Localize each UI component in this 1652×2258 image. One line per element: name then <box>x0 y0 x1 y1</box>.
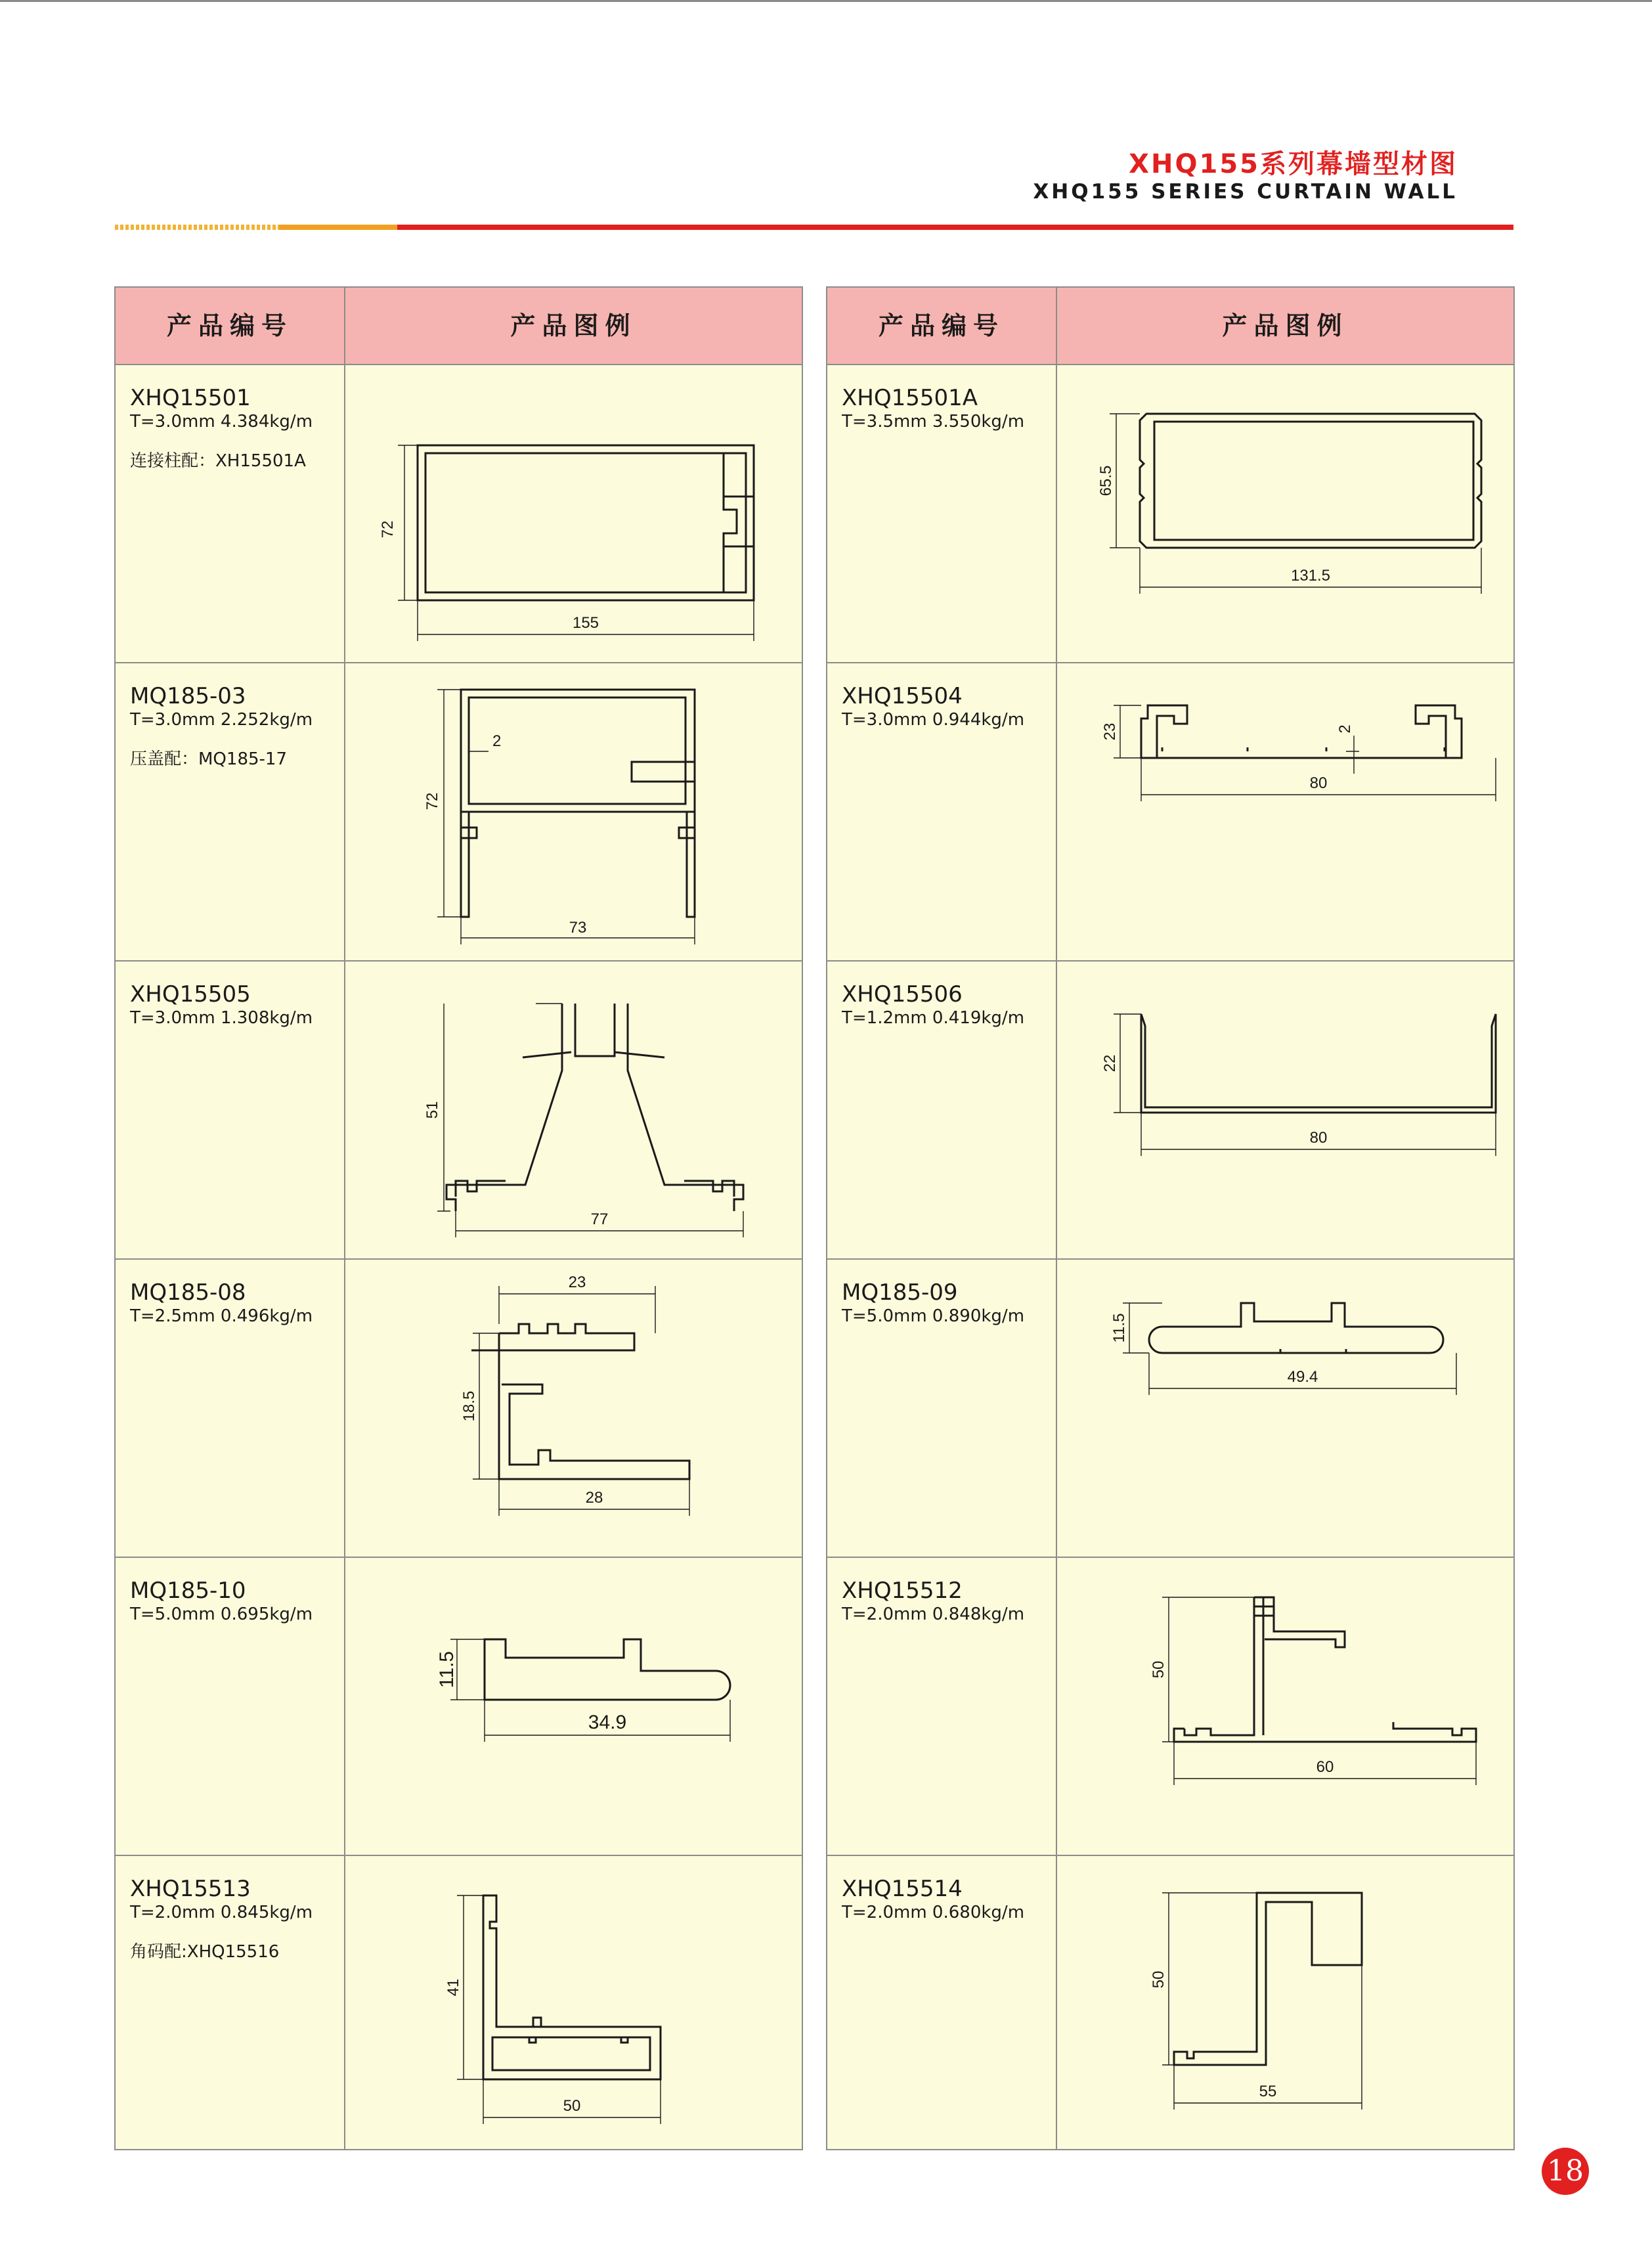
profile-drawing-xhq15506 <box>1057 962 1513 1258</box>
product-code: MQ185-03 <box>130 683 246 709</box>
product-spec: T=1.2mm 0.419kg/m <box>842 1008 1025 1028</box>
dim-label: 80 <box>1309 774 1328 792</box>
product-code: XHQ15512 <box>842 1578 963 1604</box>
product-code: XHQ15506 <box>842 981 963 1007</box>
product-code: XHQ15513 <box>130 1876 251 1902</box>
page-title-cn: XHQ155系列幕墙型材图 <box>1129 149 1458 179</box>
profile-drawing-xhq15512 <box>1057 1558 1513 1855</box>
dim-label: 60 <box>1316 1758 1334 1776</box>
profile-drawing-xhq15505 <box>345 962 802 1258</box>
product-spec: T=2.0mm 0.848kg/m <box>842 1605 1025 1624</box>
profile-table-left <box>114 286 803 2150</box>
list-item <box>130 1279 340 1345</box>
header-red-bar <box>397 225 1513 230</box>
product-spec: T=5.0mm 0.890kg/m <box>842 1306 1025 1326</box>
dim-label: 49.4 <box>1287 1368 1318 1386</box>
header-product-figure: 产品图例 <box>1222 311 1349 340</box>
dim-label: 72 <box>424 792 441 810</box>
profile-drawing-mq185-08 <box>345 1260 802 1557</box>
product-spec: T=2.5mm 0.496kg/m <box>130 1306 313 1326</box>
header-product-code: 产品编号 <box>166 311 293 340</box>
dim-label: 73 <box>569 919 587 937</box>
product-spec: T=2.0mm 0.680kg/m <box>842 1903 1025 1922</box>
list-item <box>842 981 1052 1047</box>
list-item <box>130 683 340 770</box>
dim-label: 18.5 <box>460 1390 478 1422</box>
product-spec: T=3.0mm 2.252kg/m <box>130 710 313 730</box>
table-header <box>827 288 1513 365</box>
product-code: XHQ15514 <box>842 1876 963 1902</box>
product-spec: T=3.5mm 3.550kg/m <box>842 412 1025 432</box>
dim-label: 155 <box>572 614 599 632</box>
dim-label: 50 <box>563 2097 581 2115</box>
list-item <box>842 1279 1052 1345</box>
dim-label: 77 <box>590 1210 609 1228</box>
dim-label: 41 <box>445 1978 462 1997</box>
dim-label: 11.5 <box>436 1650 458 1689</box>
list-item <box>130 385 340 472</box>
product-spec: T=5.0mm 0.695kg/m <box>130 1605 313 1624</box>
dim-label: 34.9 <box>588 1712 627 1733</box>
top-rule <box>0 0 1652 2</box>
page-number-badge: 18 <box>1542 2148 1589 2195</box>
product-code: XHQ15501A <box>842 385 978 411</box>
product-note: 压盖配：MQ185-17 <box>130 749 287 769</box>
dim-label: 50 <box>1150 1970 1167 1989</box>
dim-label: 51 <box>424 1101 441 1119</box>
header-product-code: 产品编号 <box>878 311 1005 340</box>
dim-label: 131.5 <box>1290 567 1331 585</box>
page-title-en: XHQ155 SERIES CURTAIN WALL <box>1033 180 1458 204</box>
product-spec: T=3.0mm 1.308kg/m <box>130 1008 313 1028</box>
list-item <box>130 1876 340 1962</box>
dim-label: 2 <box>1336 724 1354 734</box>
profile-drawing-xhq15504 <box>1057 663 1513 960</box>
dim-label: 80 <box>1309 1129 1328 1147</box>
product-code: MQ185-08 <box>130 1279 246 1306</box>
product-code: XHQ15501 <box>130 385 251 411</box>
dim-label: 50 <box>1150 1660 1167 1679</box>
product-code: MQ185-10 <box>130 1578 246 1604</box>
dim-label: 23 <box>1101 722 1119 741</box>
profile-drawing-mq185-03 <box>345 663 802 960</box>
dim-label: 2 <box>492 732 502 750</box>
dim-label: 22 <box>1101 1054 1119 1073</box>
list-item <box>842 1578 1052 1643</box>
table-header <box>116 288 802 365</box>
list-item <box>842 1876 1052 1941</box>
profile-drawing-xhq15514 <box>1057 1856 1513 2153</box>
profile-drawing-xhq15501 <box>345 365 802 662</box>
product-code: MQ185-09 <box>842 1279 958 1306</box>
product-note: 角码配:XHQ15516 <box>130 1942 280 1962</box>
header-orange-bar <box>279 225 397 230</box>
profile-drawing-xhq15501a <box>1057 365 1513 662</box>
product-spec: T=2.0mm 0.845kg/m <box>130 1903 313 1922</box>
dim-label: 65.5 <box>1097 465 1115 497</box>
product-spec: T=3.0mm 0.944kg/m <box>842 710 1025 730</box>
dim-label: 72 <box>379 520 397 539</box>
product-code: XHQ15504 <box>842 683 963 709</box>
profile-drawing-xhq15513 <box>345 1856 802 2153</box>
product-code: XHQ15505 <box>130 981 251 1007</box>
list-item <box>130 1578 340 1643</box>
product-note: 连接柱配：XH15501A <box>130 451 306 471</box>
profile-drawing-mq185-10 <box>345 1558 802 1855</box>
product-spec: T=3.0mm 4.384kg/m <box>130 412 313 432</box>
list-item <box>842 385 1052 451</box>
list-item <box>842 683 1052 749</box>
profile-drawing-mq185-09 <box>1057 1260 1513 1557</box>
dim-label: 28 <box>585 1489 603 1507</box>
header-product-figure: 产品图例 <box>510 311 637 340</box>
dim-label: 55 <box>1259 2083 1277 2100</box>
profile-table-right <box>826 286 1515 2150</box>
list-item <box>130 981 340 1047</box>
header-dotted-bar <box>115 225 279 230</box>
dim-label: 11.5 <box>1110 1313 1128 1343</box>
dim-label: 23 <box>568 1273 586 1291</box>
